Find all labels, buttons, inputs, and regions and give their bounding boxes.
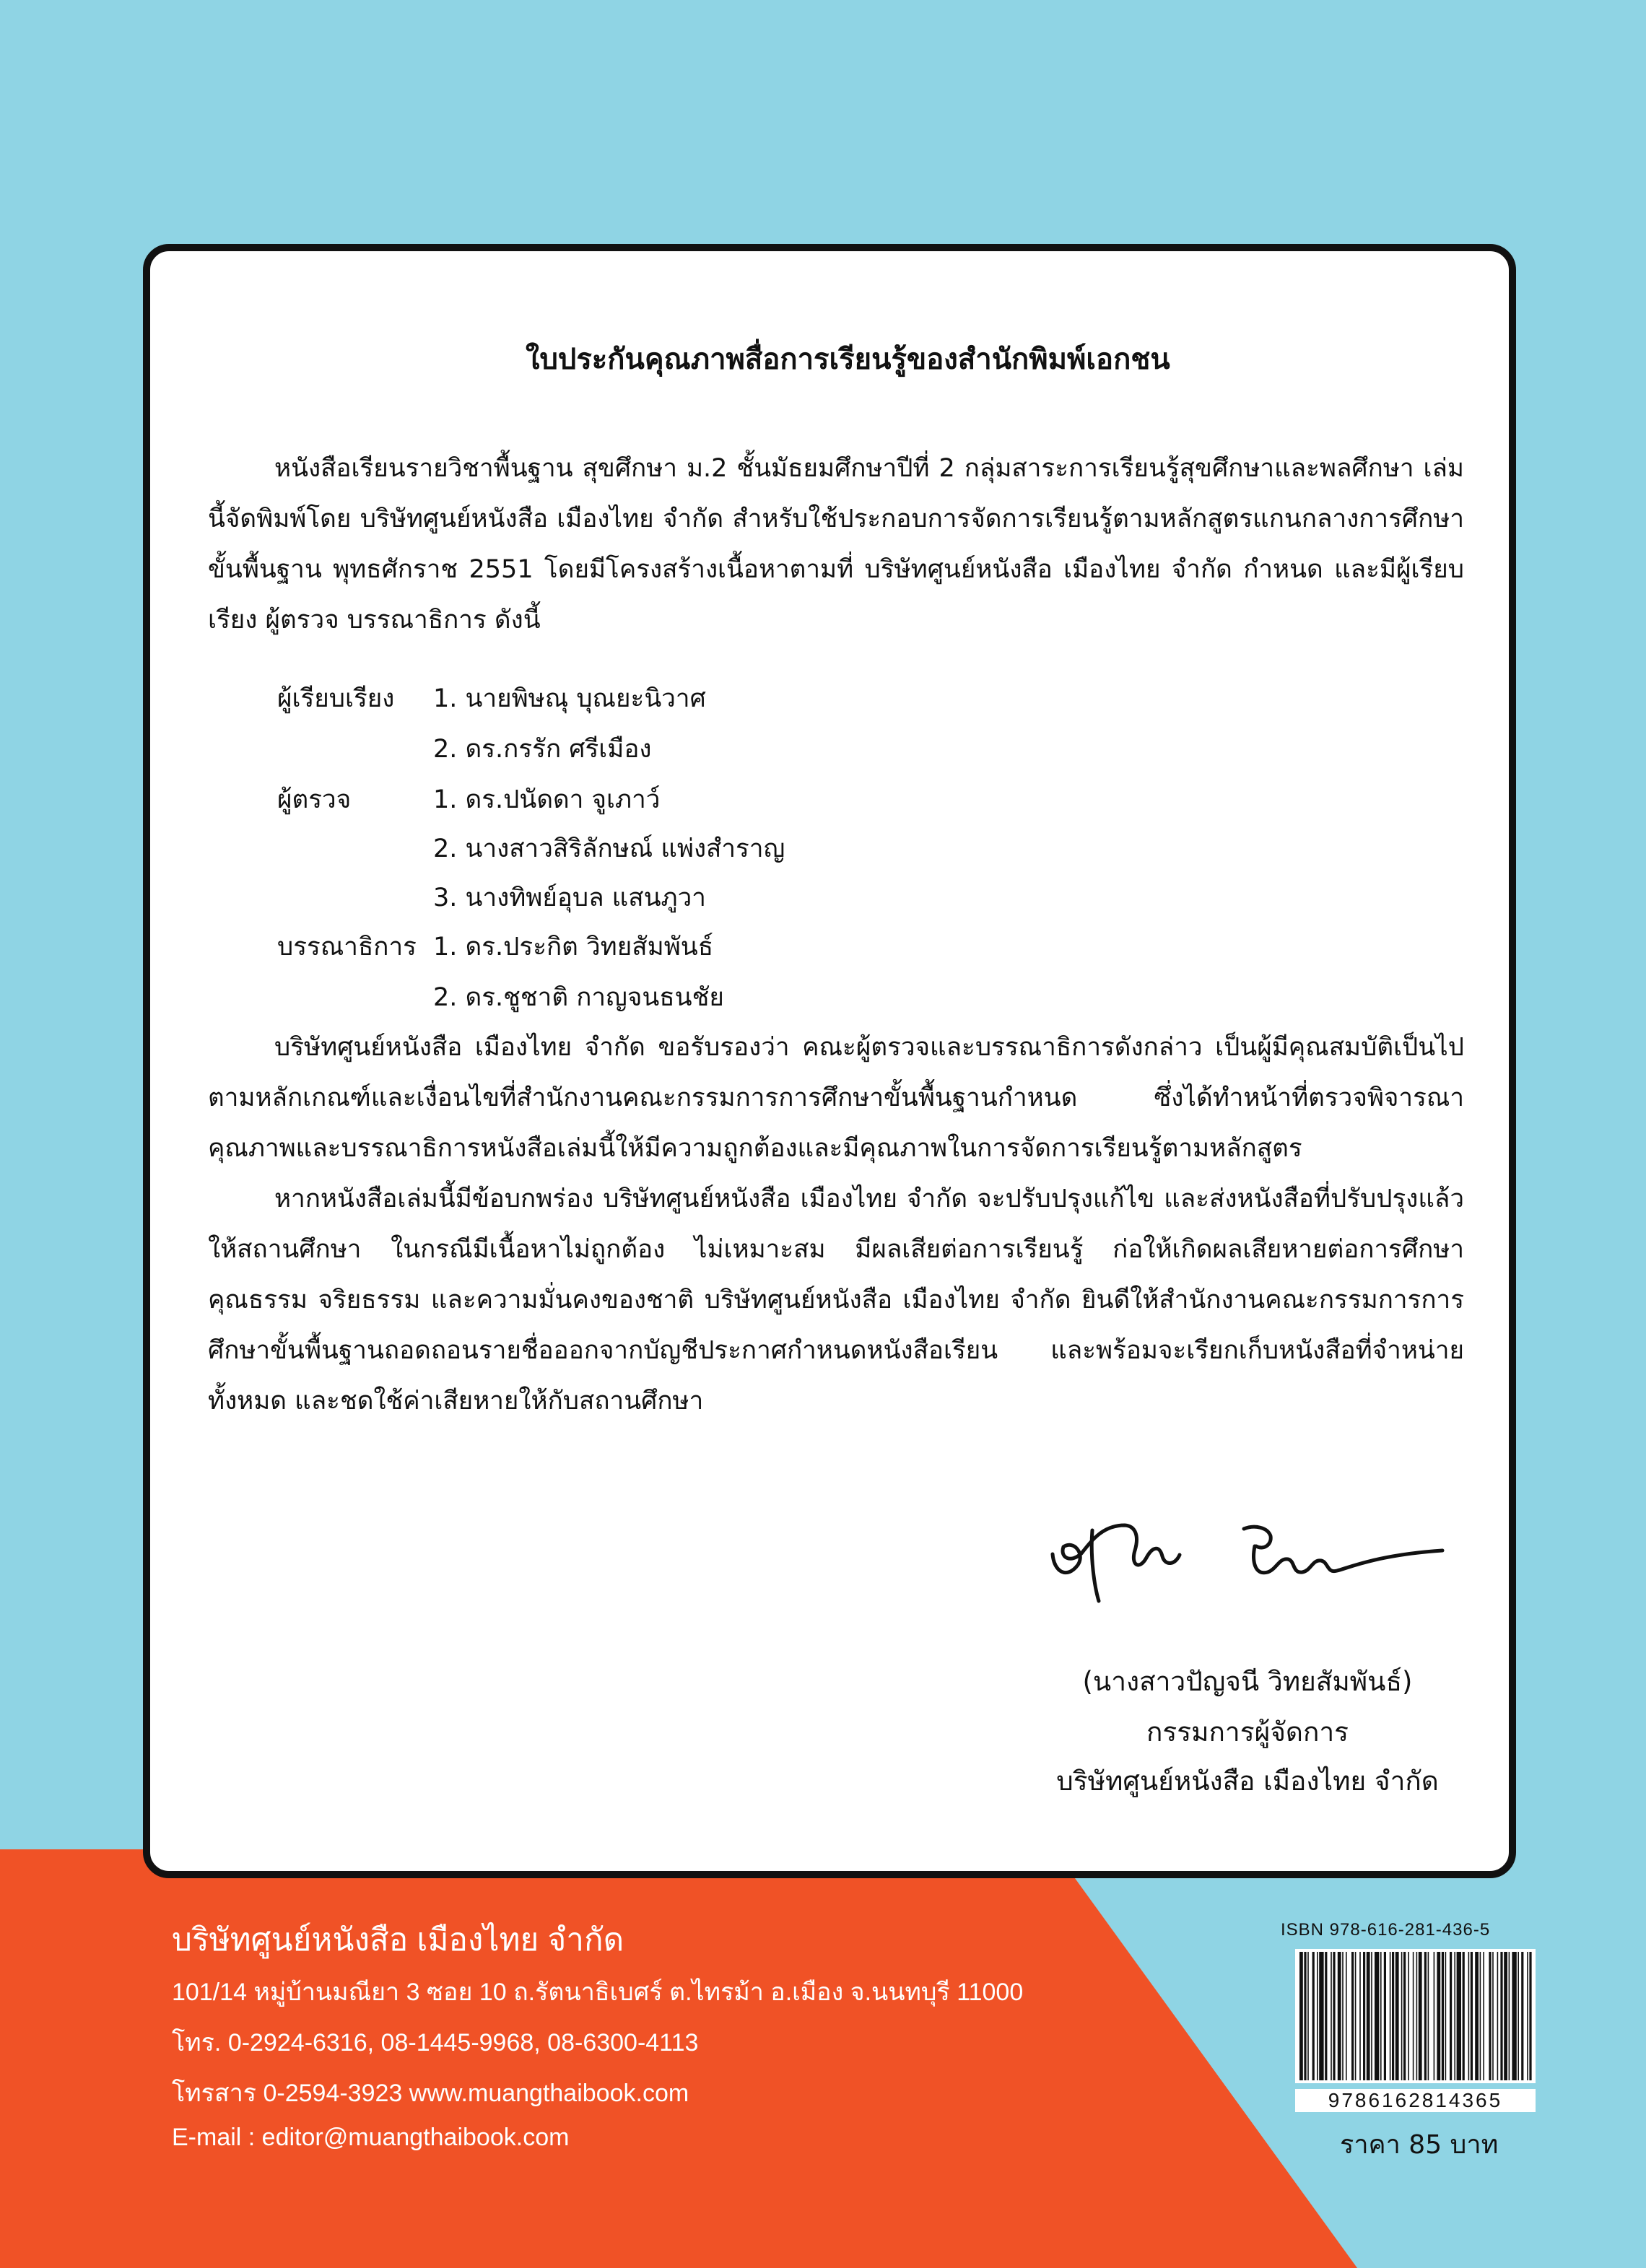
barcode-bar (1480, 1952, 1481, 2080)
barcode-bar (1483, 1952, 1484, 2080)
reviewer-2: 2. นางสาวสิริลักษณ์ แพ่งสำราญ (433, 834, 785, 863)
footer-fax-website: โทรสาร 0-2594-3923 www.muangthaibook.com (172, 2080, 689, 2107)
barcode-bar (1342, 1952, 1344, 2080)
barcode-bar (1419, 1952, 1422, 2080)
barcode-bar (1390, 1952, 1391, 2080)
barcode-bar (1338, 1952, 1341, 2080)
barcode-bar (1363, 1952, 1365, 2080)
isbn-text: ISBN 978-616-281-436-5 (1281, 1920, 1491, 1940)
signatory-title: กรรมการผู้จัดการ (1146, 1717, 1349, 1748)
intro-paragraph: หนังสือเรียนรายวิชาพื้นฐาน สุขศึกษา ม.2 ชั้นมัธยมศึกษาปีที่ 2 กลุ่มสาระการเรียนรู้สุขศึกษาและพลศึกษา เล่มนี้จัดพิมพ์โดย บริษัทศูนย์หนังสือ เมืองไทย จำกัด สำหรับใช้ประกอบการจัดการเรียนรู้ตามหลักสูตรแกนกลางการศึกษาขั้นพื้นฐาน พุทธศักราช 2551 โดยมีโครงสร้างเนื้อหาตามที่ บริษัทศูนย์หนังสือ เมืองไทย จำกัด กำหนด และมีผู้เรียบเรียง ผู้ตรวจ บรรณาธิการ ดังนี้ (208, 454, 1464, 634)
barcode-bar (1509, 1952, 1510, 2080)
editors-label: บรรณาธิการ (277, 933, 417, 961)
barcode-bar (1445, 1952, 1447, 2080)
reviewer-3: 3. นางทิพย์อุบล แสนภูวา (433, 884, 706, 912)
reviewer-1: 1. ดร.ปนัดดา จูเภาว์ (433, 785, 661, 814)
footer-address: 101/14 หมู่บ้านมณียา 3 ซอย 10 ถ.รัตนาธิเบศร์ ต.ไทรม้า อ.เมือง จ.นนทบุรี 11000 (172, 1979, 1024, 2006)
barcode-bar (1375, 1952, 1379, 2080)
editor-1: 1. ดร.ประกิต วิทยสัมพันธ์ (433, 933, 714, 961)
editor-2: 2. ดร.ชูชาติ กาญจนธนชัย (433, 983, 724, 1012)
barcode-bar (1331, 1952, 1332, 2080)
handwritten-signature (1038, 1493, 1471, 1615)
barcode-bar (1401, 1952, 1403, 2080)
barcode-bar (1497, 1952, 1499, 2080)
authors-label: ผู้เรียบเรียง (277, 684, 395, 713)
barcode-bar (1454, 1952, 1455, 2080)
certificate-title: ใบประกันคุณภาพสื่อการเรียนรู้ของสำนักพิมพ์เอกชน (526, 343, 1170, 376)
barcode-bar (1312, 1952, 1315, 2080)
barcode-bar (1489, 1952, 1491, 2080)
quality-certificate-card (143, 244, 1516, 1878)
barcode-bar (1457, 1952, 1461, 2080)
barcode-bar (1512, 1952, 1516, 2080)
signatory-company: บริษัทศูนย์หนังสือ เมืองไทย จำกัด (1056, 1766, 1439, 1797)
barcode-bar (1367, 1952, 1370, 2080)
footer-company: บริษัทศูนย์หนังสือ เมืองไทย จำกัด (172, 1922, 624, 1958)
barcode-bar (1408, 1952, 1409, 2080)
price-label: ราคา 85 บาท (1340, 2130, 1499, 2160)
barcode-bar (1304, 1952, 1306, 2080)
reviewers-label: ผู้ตรวจ (277, 785, 352, 814)
barcode-bar (1351, 1952, 1354, 2080)
barcode-bar (1317, 1952, 1318, 2080)
barcode-bar (1355, 1952, 1357, 2080)
barcode-bar (1325, 1952, 1327, 2080)
signatory-name: (นางสาวปัญจนี วิทยสัมพันธ์) (1082, 1666, 1413, 1697)
barcode-bar (1463, 1952, 1465, 2080)
liability-paragraph: หากหนังสือเล่มนี้มีข้อบกพร่อง บริษัทศูนย์หนังสือ เมืองไทย จำกัด จะปรับปรุงแก้ไข และส่งหนังสือที่ปรับปรุงแล้วให้สถานศึกษา ในกรณีมีเนื้อหาไม่ถูกต้อง ไม่เหมาะสม มีผลเสียต่อการเรียนรู้ ก่อให้เกิดผลเสียหายต่อการศึกษา คุณธรรม จริยธรรม และความมั่นคงของชาติ บริษัทศูนย์หนังสือ เมืองไทย จำกัด ยินดีให้สำนักงานคณะกรรมการการศึกษาขั้นพื้นฐานถอดถอนรายชื่อออกจากบัญชีประกาศกำหนดหนังสือเรียน และพร้อมจะเรียกเก็บหนังสือที่จำหน่ายทั้งหมด และชดใช้ค่าเสียหายให้กับสถานศึกษา (208, 1185, 1464, 1416)
barcode-bar (1529, 1952, 1531, 2080)
footer-email: E-mail : editor@muangthaibook.com (172, 2124, 570, 2151)
barcode-bar (1504, 1952, 1507, 2080)
barcode-bar (1442, 1952, 1444, 2080)
footer-phone: โทร. 0-2924-6316, 08-1445-9968, 08-6300-4113 (172, 2029, 699, 2057)
barcode-bar (1517, 1952, 1519, 2080)
barcode-bar (1307, 1952, 1309, 2080)
barcode-bar (1416, 1952, 1418, 2080)
barcode-bar (1450, 1952, 1452, 2080)
barcode-bar (1346, 1952, 1347, 2080)
barcode-bar (1492, 1952, 1494, 2080)
barcode-bar (1471, 1952, 1473, 2080)
barcode-bar (1413, 1952, 1414, 2080)
barcode-bar (1527, 1952, 1528, 2080)
certification-paragraph: บริษัทศูนย์หนังสือ เมืองไทย จำกัด ขอรับรองว่า คณะผู้ตรวจและบรรณาธิการดังกล่าว เป็นผู้มีคุณสมบัติเป็นไปตามหลักเกณฑ์และเงื่อนไขที่สำนักงานคณะกรรมการการศึกษาขั้นพื้นฐานกำหนด ซึ่งได้ทำหน้าที่ตรวจพิจารณาคุณภาพและบรรณาธิการหนังสือเล่มนี้ให้มีความถูกต้องและมีคุณภาพในการจัดการเรียนรู้ตามหลักสูตร (208, 1033, 1464, 1163)
barcode-bar (1299, 1952, 1303, 2080)
barcode-bar (1424, 1952, 1427, 2080)
barcode-bars (1295, 1949, 1536, 2083)
barcode-digits: 9786162814365 (1295, 2089, 1536, 2112)
barcode-bar (1333, 1952, 1335, 2080)
barcode-bar (1392, 1952, 1394, 2080)
barcode-bar (1521, 1952, 1523, 2080)
barcode-bar (1500, 1952, 1502, 2080)
barcode-bar (1395, 1952, 1399, 2080)
isbn-barcode (1295, 1949, 1536, 2083)
barcode-bar (1475, 1952, 1479, 2080)
barcode-bar (1403, 1952, 1406, 2080)
author-1: 1. นายพิษณุ บุณยะนิวาศ (433, 684, 706, 713)
barcode-bar (1437, 1952, 1440, 2080)
barcode-bar (1319, 1952, 1323, 2080)
barcode-bar (1371, 1952, 1372, 2080)
barcode-bar (1384, 1952, 1386, 2080)
barcode-bar (1359, 1952, 1361, 2080)
barcode-bar (1468, 1952, 1470, 2080)
barcode-bar (1380, 1952, 1382, 2080)
author-2: 2. ดร.กรรัก ศรีเมือง (433, 735, 652, 764)
barcode-bar (1434, 1952, 1435, 2080)
barcode-bar (1428, 1952, 1429, 2080)
